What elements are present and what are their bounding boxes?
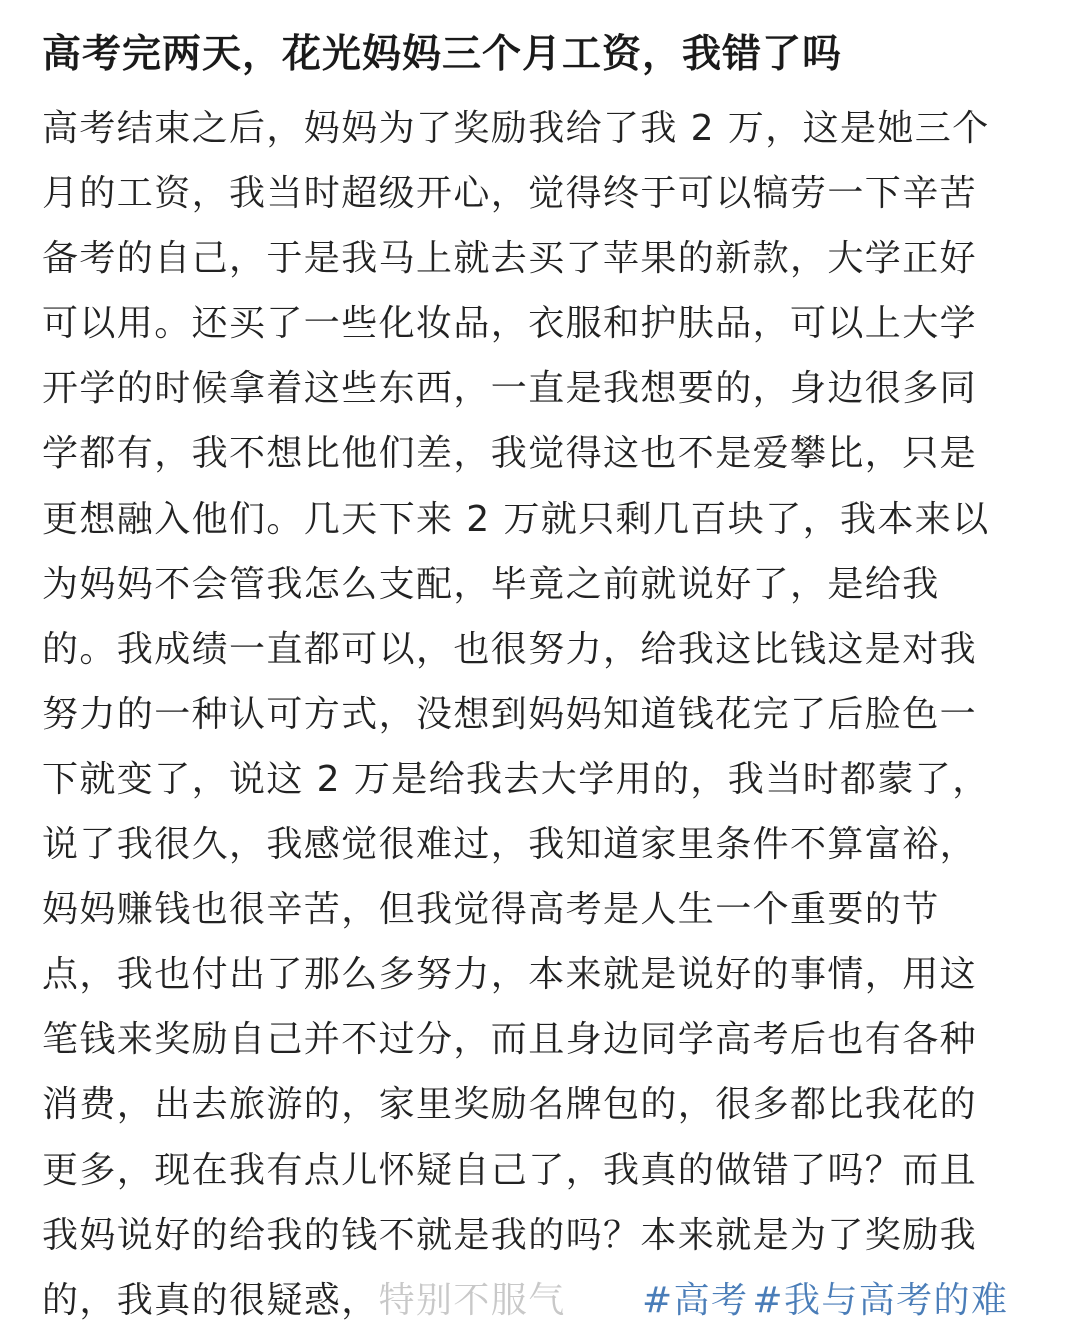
post-body-line: 的。我成绩一直都可以，也很努力，给我这比钱这是对我: [42, 628, 978, 670]
post-body-line: 努力的一种认可方式，没想到妈妈知道钱花完了后脸色一: [42, 693, 978, 735]
post-body-line: 点，我也付出了那么多努力，本来就是说好的事情，用这: [42, 954, 978, 996]
post-body-line: 开学的时候拿着这些东西，一直是我想要的，身边很多同: [42, 368, 978, 410]
post-body: [42, 96, 1038, 1333]
post-body-line: 笔钱来奖励自己并不过分，而且身边同学高考后也有各种: [42, 1019, 978, 1061]
post-body-line: 更想融入他们。几天下来 2 万就只剩几百块了，我本来以: [42, 498, 990, 540]
hashtag-link[interactable]: #我与高考的难: [752, 1279, 1009, 1321]
post-body-line: 备考的自己，于是我马上就去买了苹果的新款，大学正好: [42, 238, 978, 280]
post-body-line: 说了我很久，我感觉很难过，我知道家里条件不算富裕，: [42, 824, 978, 866]
post-body-line: 高考结束之后，妈妈为了奖励我给了我 2 万，这是她三个: [42, 108, 990, 149]
post-body-line: 更多，现在我有点儿怀疑自己了，我真的做错了吗？而且: [42, 1149, 978, 1191]
post-body-faded-text: 特别不服气: [378, 1279, 566, 1321]
post-body-line: 为妈妈不会管我怎么支配，毕竟之前就说好了，是给我: [42, 563, 940, 605]
post-body-last-text: 的，我真的很疑惑，: [42, 1279, 379, 1321]
hashtag-link[interactable]: #高考: [642, 1279, 749, 1321]
post-body-line: 月的工资，我当时超级开心，觉得终于可以犒劳一下辛苦: [42, 173, 978, 215]
post-body-line: 妈妈赚钱也很辛苦，但我觉得高考是人生一个重要的节: [42, 889, 940, 931]
hashtag-list: [642, 1268, 1008, 1333]
post-title: 高考完两天，花光妈妈三个月工资，我错了吗: [42, 32, 843, 77]
post-body-line: 下就变了，说这 2 万是给我去大学用的，我当时都蒙了，: [42, 758, 990, 800]
post-body-line: 学都有，我不想比他们差，我觉得这也不是爱攀比，只是: [42, 433, 978, 475]
post-body-line: 可以用。还买了一些化妆品，衣服和护肤品，可以上大学: [42, 303, 978, 345]
post-body-last-line: [42, 1268, 1038, 1333]
post-body-line: 我妈说好的给我的钱不就是我的吗？本来就是为了奖励我: [42, 1214, 978, 1256]
post-body-line: 消费，出去旅游的，家里奖励名牌包的，很多都比我花的: [42, 1084, 978, 1126]
